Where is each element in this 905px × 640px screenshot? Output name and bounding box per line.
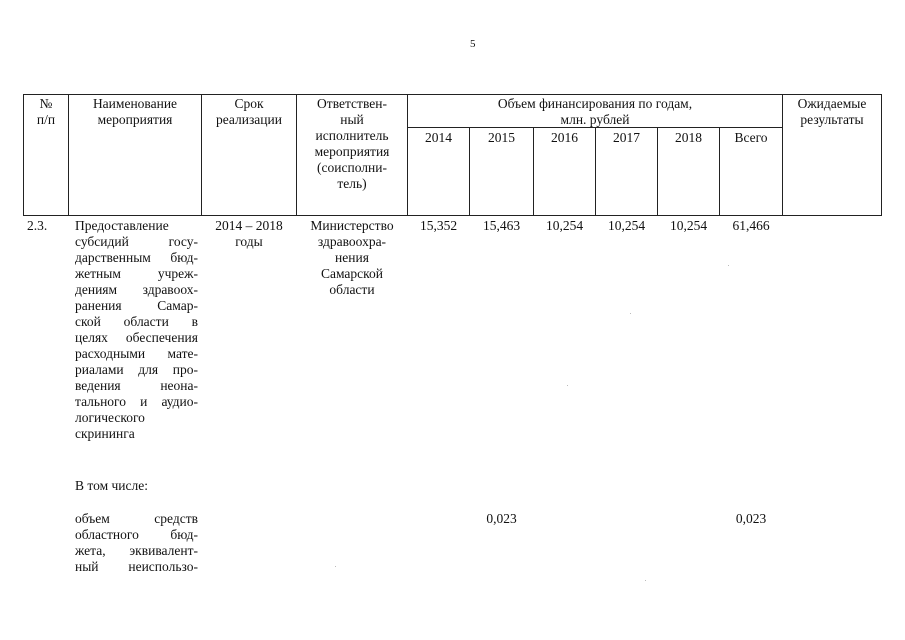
header-num-line: №: [39, 96, 53, 111]
header-name-line: Наименование: [92, 96, 178, 111]
header-term-line: реализации: [216, 112, 282, 127]
row-term-line: 2014 – 2018: [215, 218, 283, 233]
row-name-line: ведения неона-: [75, 378, 198, 393]
header-year-2017: 2017: [613, 130, 640, 145]
header-responsible-line: исполнитель: [315, 128, 389, 143]
row-name-line: скрининга: [75, 426, 135, 441]
scan-speck: [335, 566, 336, 567]
value-total: 61,466: [732, 218, 770, 233]
table-top-border: [23, 94, 882, 95]
header-financing-line: Объем финансирования по годам,: [497, 96, 693, 111]
scan-speck: [728, 265, 729, 266]
subheading: В том числе:: [75, 478, 148, 493]
subrow-value-2015: 0,023: [486, 511, 517, 526]
row-name-line: дарственным бюд-: [75, 250, 198, 265]
header-bottom-border: [23, 215, 882, 216]
row-name-line: дениям здравоох-: [75, 282, 198, 297]
row-name-line: жетным учреж-: [75, 266, 198, 281]
row-name-line: риалами для про-: [75, 362, 198, 377]
value-2018: 10,254: [669, 218, 708, 233]
row-responsible: [297, 218, 407, 298]
row-term-line: годы: [235, 234, 263, 249]
header-responsible-line: мероприятия: [314, 144, 390, 159]
header-responsible-line: Ответствен-: [317, 96, 387, 111]
row-responsible-line: здравоохра-: [317, 234, 387, 249]
subrow-value-total: 0,023: [735, 511, 767, 526]
subrow-name: [75, 511, 198, 575]
header-financing: [408, 96, 782, 128]
header-year-2018: 2018: [675, 130, 702, 145]
subrow-name-line: жета, эквивалент-: [75, 543, 198, 558]
row-name-line: расходными мате-: [75, 346, 198, 361]
subrow-name-line: объем средств: [75, 511, 198, 526]
header-name-line: мероприятия: [97, 112, 173, 127]
row-name-line: ской области в: [75, 314, 198, 329]
header-responsible-line: тель): [337, 176, 367, 191]
header-financing-line: млн. рублей: [560, 112, 630, 127]
header-term-line: Срок: [234, 96, 264, 111]
row-name: [75, 218, 198, 442]
header-name: [69, 96, 201, 128]
header-responsible-line: (соисполни-: [317, 160, 387, 175]
header-year-total: Всего: [734, 130, 768, 145]
header-results-line: Ожидаемые: [797, 96, 867, 111]
row-name-line: тального и аудио-: [75, 394, 198, 409]
header-term: [202, 96, 296, 128]
row-name-line: логического: [75, 410, 145, 425]
subrow-name-line: областного бюд-: [75, 527, 198, 542]
scan-speck: [567, 385, 568, 386]
row-responsible-line: области: [329, 282, 375, 297]
row-responsible-line: Министерство: [310, 218, 394, 233]
scan-speck: [645, 580, 646, 581]
value-2017: 10,254: [607, 218, 646, 233]
row-responsible-line: нения: [335, 250, 369, 265]
row-term: [202, 218, 296, 250]
row-num: 2.3.: [27, 218, 48, 233]
header-num: [24, 96, 68, 128]
row-name-line: ранения Самар-: [75, 298, 198, 313]
row-name-line: субсидий госу-: [75, 234, 198, 249]
header-results-line: результаты: [800, 112, 864, 127]
row-name-line: целях обеспечения: [75, 330, 198, 345]
value-2014: 15,352: [419, 218, 458, 233]
page-number: 5: [470, 38, 476, 50]
header-results: [783, 96, 881, 128]
row-responsible-line: Самарской: [320, 266, 384, 281]
header-num-line: п/п: [36, 112, 56, 127]
col-border-11: [881, 94, 882, 216]
value-2016: 10,254: [545, 218, 584, 233]
header-year-2016: 2016: [551, 130, 578, 145]
subrow-name-line: ный неиспользо-: [75, 559, 198, 574]
header-year-2014: 2014: [425, 130, 452, 145]
header-responsible-line: ный: [340, 112, 364, 127]
header-responsible: [297, 96, 407, 192]
row-name-line: Предоставление: [75, 218, 169, 233]
scan-speck: [630, 313, 631, 314]
header-year-2015: 2015: [488, 130, 515, 145]
value-2015: 15,463: [482, 218, 521, 233]
